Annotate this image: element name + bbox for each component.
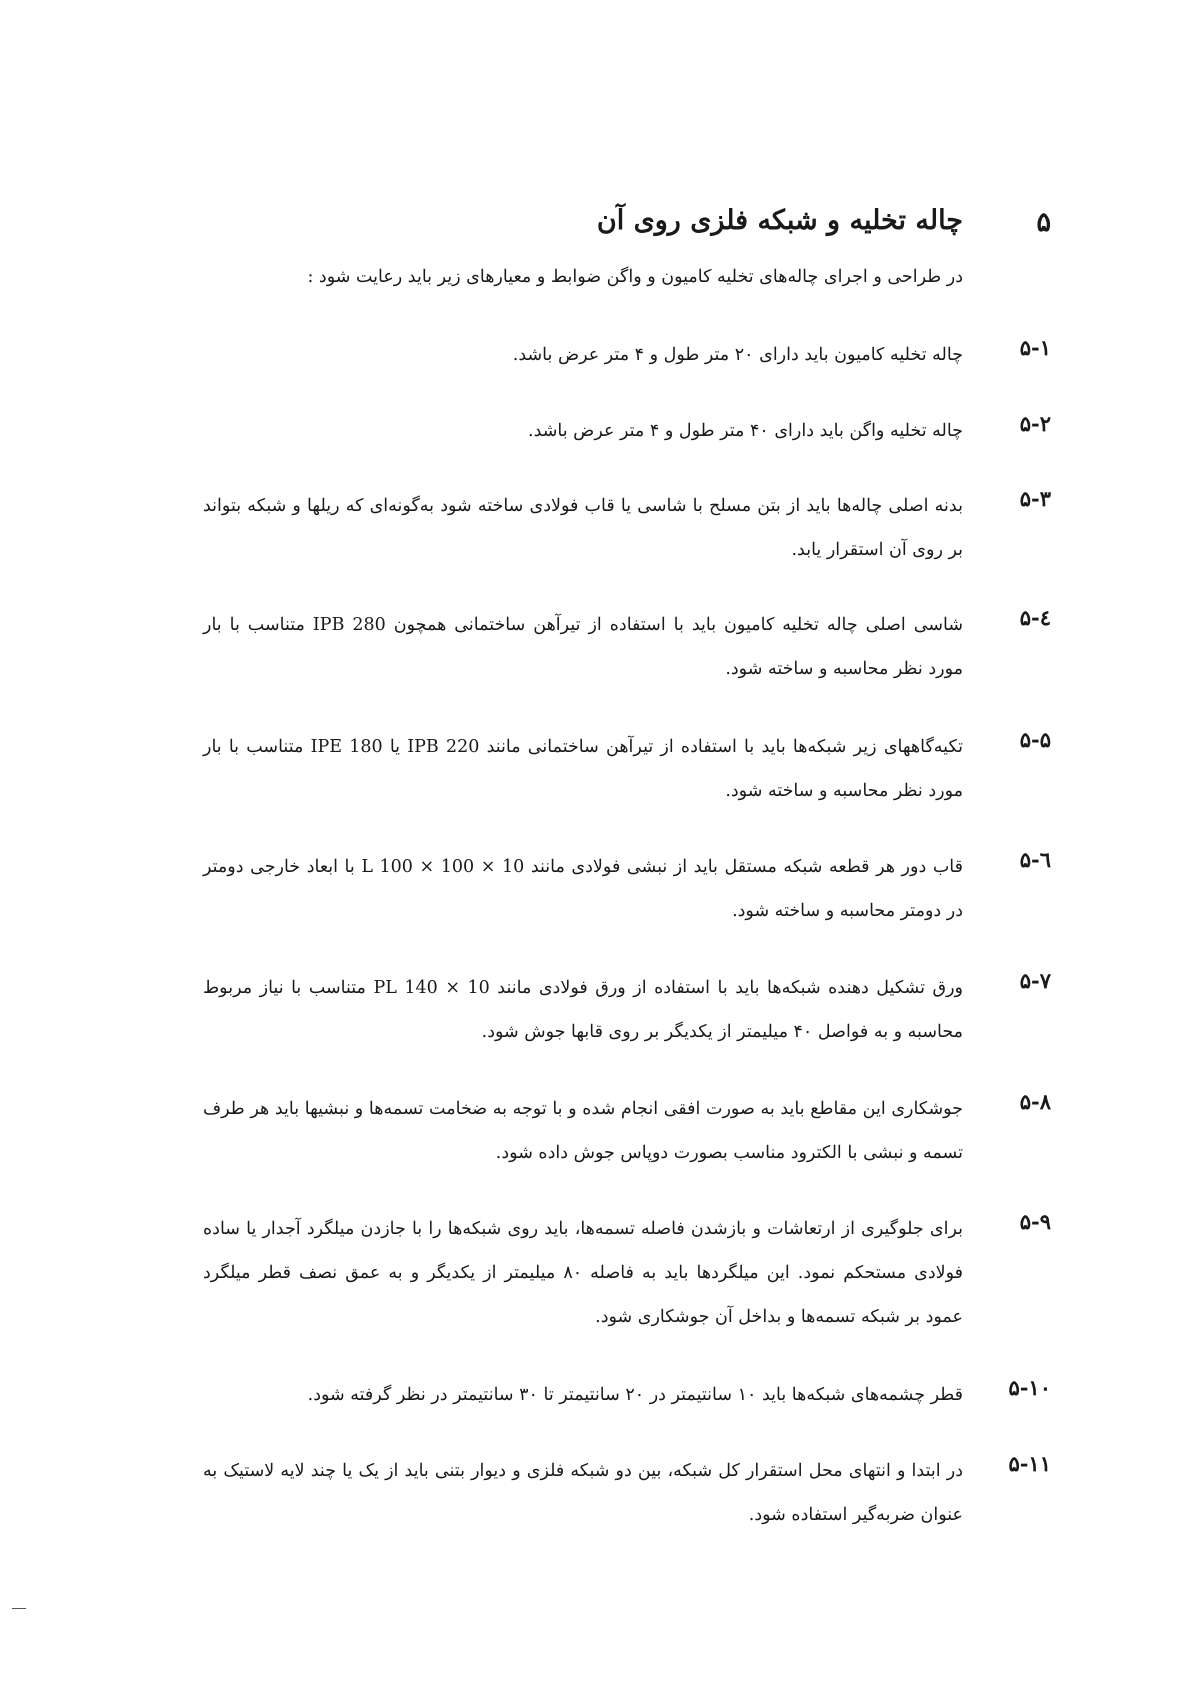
item-text: جوشکاری این مقاطع باید به صورت افقی انجام شده و با توجه به ضخامت تسمه‌ها و نبشیها باید هر طرف تسمه و نبشی با الکترود مناسب بصورت دوپاس جوش داده شود. [203,1099,963,1163]
item-text: برای جلوگیری از ارتعاشات و بازشدن فاصله تسمه‌ها، باید روی شبکه‌ها را با جازدن میلگرد آجدار یا ساده فولادی مستحکم نمود. این میلگردها باید به فاصله ۸۰ میلیمتر از یکدیگر و به عمق نصف قطر میلگرد عمود بر شبکه تسمه‌ها و بداخل آن جوشکاری شود. [203,1219,964,1327]
item-text: چاله تخلیه واگن باید دارای ۴۰ متر طول و ۴ متر عرض باشد. [528,421,963,441]
item-text: تکیه‌گاههای زیر شبکه‌ها باید با استفاده از تیرآهن ساختمانی مانند IPB 220 یا IPE 180 متناسب با بار مورد نظر محاسبه و ساخته شود. [203,737,964,801]
item-number: ۵-۱ [1019,335,1051,360]
section-number: ۵ [1036,207,1051,238]
item-text: بدنه اصلی چاله‌ها باید از بتن مسلح با شاسی یا قاب فولادی ساخته شود به‌گونه‌ای که ریلها و شبکه بتواند بر روی آن استقرار یابد. [203,496,963,560]
item-text: ورق تشکیل دهنده شبکه‌ها باید با استفاده از ورق فولادی مانند 10 × PL 140 متناسب با نیاز مربوط محاسبه و به فواصل ۴۰ میلیمتر از یکدیگر بر روی قابها جوش شود. [203,978,963,1042]
item-text: در ابتدا و انتهای محل استقرار کل شبکه، بین دو شبکه فلزی و دیوار بتنی باید از یک یا چند لایه لاستیک به عنوان ضربه‌گیر استفاده شود. [203,1461,963,1525]
item-text: چاله تخلیه کامیون باید دارای ۲۰ متر طول و ۴ متر عرض باشد. [512,345,963,365]
item-number: ۵-۵ [1019,727,1051,752]
section-title: چاله تخلیه و شبکه فلزی روی آن [596,205,963,236]
section-heading [111,205,1051,249]
item-number: ۵-۹ [1019,1209,1051,1234]
item-number: ۵-٤ [1019,605,1051,630]
item-text: قاب دور هر قطعه شبکه مستقل باید از نبشی فولادی مانند 10 × 100 × L 100 با ابعاد خارجی دومتر در دومتر محاسبه و ساخته شود. [203,857,963,921]
item-number: ۵-۱۰ [1008,1375,1051,1400]
item-number: ۵-۳ [1019,486,1051,511]
margin-mark [12,1608,26,1609]
item-text: قطر چشمه‌های شبکه‌ها باید ۱۰ سانتیمتر در ۲۰ سانتیمتر تا ۳۰ سانتیمتر در نظر گرفته شود. [307,1385,963,1405]
item-number: ۵-۲ [1019,411,1051,436]
item-number: ۵-٦ [1019,847,1051,872]
item-text: شاسی اصلی چاله تخلیه کامیون باید با استفاده از تیرآهن ساختمانی همچون IPB 280 متناسب با بار مورد نظر محاسبه و ساخته شود. [203,615,963,679]
item-number: ۵-۷ [1019,968,1051,993]
section-intro: در طراحی و اجرای چاله‌های تخلیه کامیون و واگن ضوابط و معیارهای زیر باید رعایت شود : [307,267,963,287]
item-number: ۵-۱۱ [1008,1451,1051,1476]
item-number: ۵-۸ [1019,1089,1051,1114]
